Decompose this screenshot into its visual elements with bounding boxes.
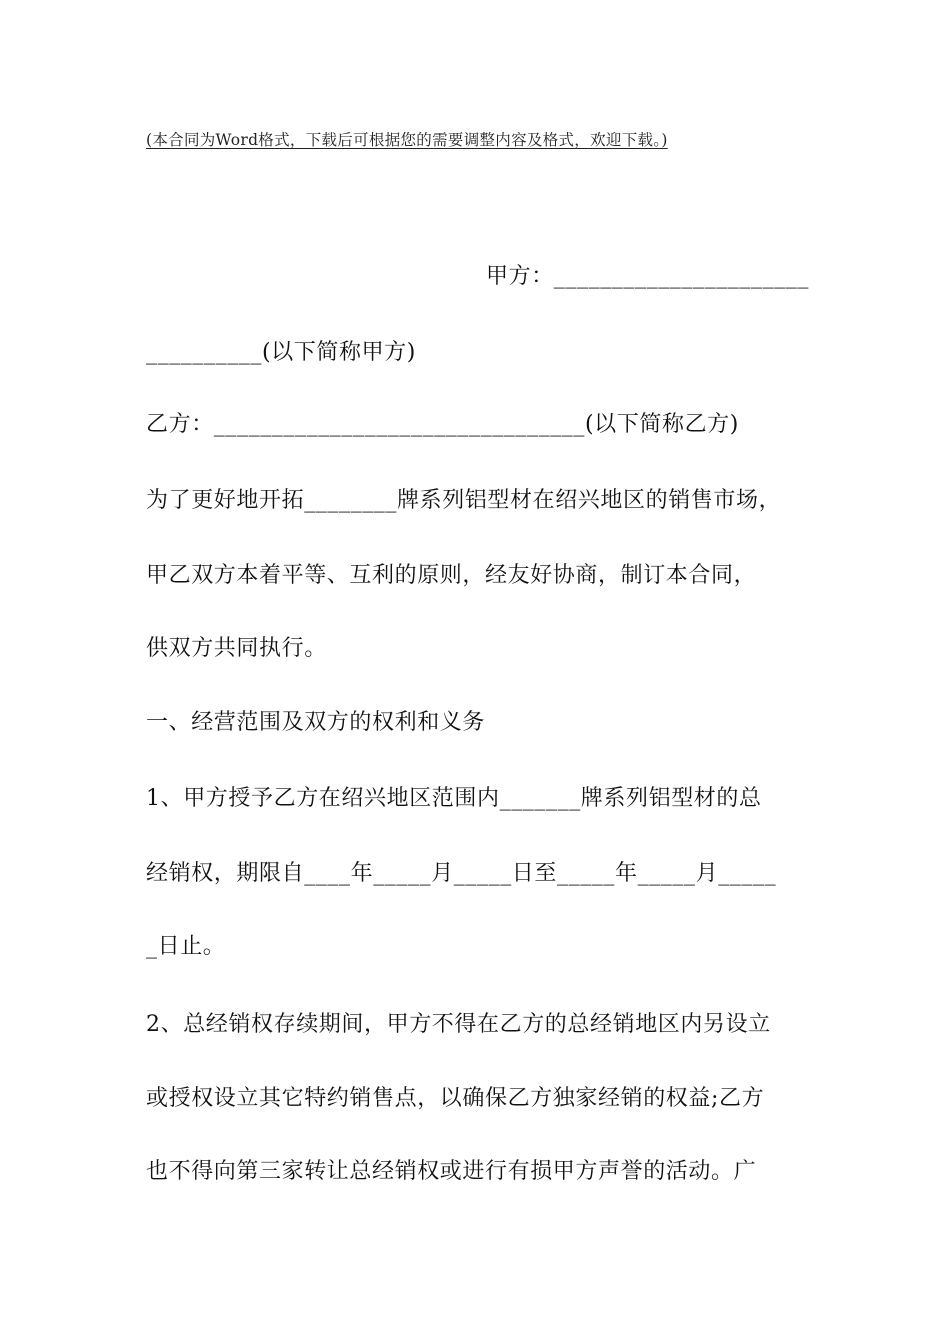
clause-line: 也不得向第三家转让总经销权或进行有损甲方声誉的活动。广 xyxy=(146,1159,757,1184)
party-a-field: 甲方：______________________ xyxy=(486,264,809,289)
party-a-abbrev-line: __________(以下简称甲方) xyxy=(146,340,416,365)
body-line: 为了更好地开拓________牌系列铝型材在绍兴地区的销售市场， xyxy=(146,488,782,513)
clause-line: 或授权设立其它特约销售点，以确保乙方独家经销的权益;乙方 xyxy=(146,1086,765,1111)
party-b-line: 乙方：________________________________(以下简称乙方) xyxy=(146,412,739,437)
body-line: 甲乙双方本着平等、互利的原则，经友好协商，制订本合同， xyxy=(146,563,757,588)
clause-line: _日止。 xyxy=(146,934,226,959)
clause-line: 1、甲方授予乙方在绍兴地区范围内_______牌系列铝型材的总 xyxy=(146,786,762,811)
download-note: (本合同为Word格式，下载后可根据您的需要调整内容及格式，欢迎下载。) xyxy=(146,131,668,149)
clause-line: 经销权，期限自____年_____月_____日至_____年_____月_____ xyxy=(146,861,777,886)
body-line: 供双方共同执行。 xyxy=(146,636,327,661)
section-heading: 一、经营范围及双方的权利和义务 xyxy=(146,710,486,735)
clause-line: 2、总经销权存续期间，甲方不得在乙方的总经销地区内另设立 xyxy=(146,1012,771,1037)
